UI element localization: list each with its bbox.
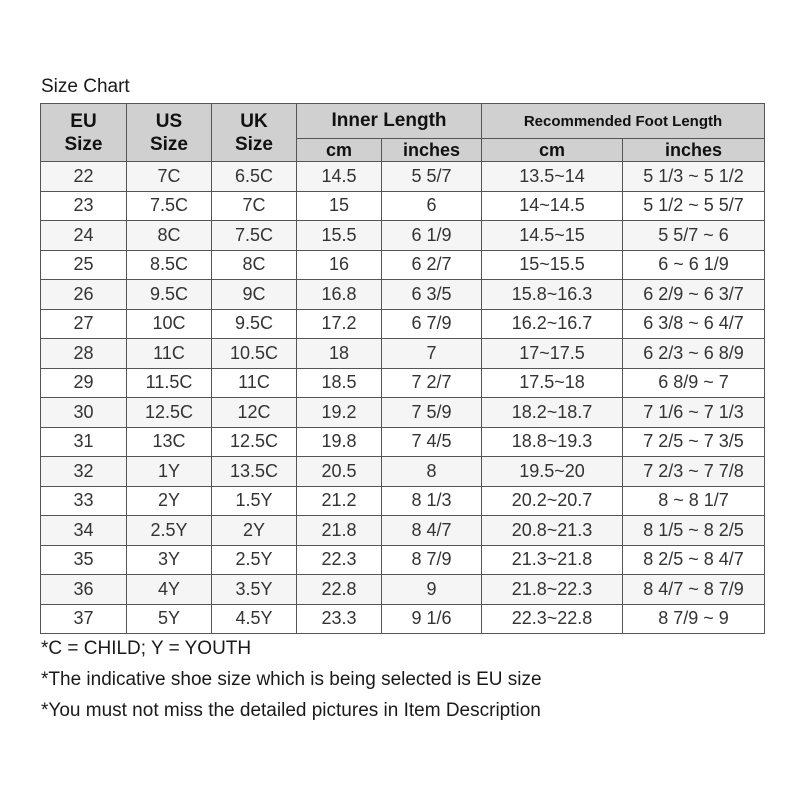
us-size-cell: 8.5C (127, 250, 212, 280)
inner-length-inches-cell: 9 1/6 (382, 604, 482, 634)
inner-length-inches-cell: 7 4/5 (382, 427, 482, 457)
table-row (41, 486, 765, 516)
inner-length-inches-cell: 8 7/9 (382, 545, 482, 575)
inner-length-cm-cell: 16.8 (297, 280, 382, 310)
foot-length-inches-cell: 7 1/6 ~ 7 1/3 (623, 398, 765, 428)
uk-size-cell: 9.5C (212, 309, 297, 339)
uk-size-cell: 13.5C (212, 457, 297, 487)
us-size-header (127, 104, 212, 162)
table-row (41, 457, 765, 487)
table-row (41, 368, 765, 398)
table-row (41, 427, 765, 457)
inner-length-cm-cell: 21.8 (297, 516, 382, 546)
us-size-header-line1: US (155, 110, 183, 132)
uk-size-cell: 8C (212, 250, 297, 280)
inner-length-inches-cell: 6 2/7 (382, 250, 482, 280)
eu-size-cell: 36 (41, 575, 127, 605)
inner-length-inches-cell: 8 4/7 (382, 516, 482, 546)
us-size-cell: 7.5C (127, 191, 212, 221)
uk-size-cell: 12.5C (212, 427, 297, 457)
us-size-cell: 10C (127, 309, 212, 339)
foot-length-cm-cell: 18.2~18.7 (482, 398, 623, 428)
foot-length-cm-cell: 19.5~20 (482, 457, 623, 487)
foot-cm-header: cm (482, 139, 623, 162)
uk-size-cell: 3.5Y (212, 575, 297, 605)
foot-length-cm-cell: 18.8~19.3 (482, 427, 623, 457)
inner-length-cm-cell: 18.5 (297, 368, 382, 398)
inner-inches-header: inches (382, 139, 482, 162)
foot-length-inches-cell: 8 ~ 8 1/7 (623, 486, 765, 516)
inner-length-cm-cell: 23.3 (297, 604, 382, 634)
table-row (41, 221, 765, 251)
uk-size-header-line1: UK (240, 110, 268, 132)
inner-length-cm-cell: 21.2 (297, 486, 382, 516)
foot-length-inches-cell: 5 1/3 ~ 5 1/2 (623, 162, 765, 192)
table-row (41, 516, 765, 546)
inner-length-inches-cell: 5 5/7 (382, 162, 482, 192)
eu-size-cell: 25 (41, 250, 127, 280)
inner-length-inches-cell: 6 3/5 (382, 280, 482, 310)
uk-size-header-line2: Size (234, 133, 274, 155)
eu-size-cell: 23 (41, 191, 127, 221)
us-size-cell: 11C (127, 339, 212, 369)
inner-length-cm-cell: 15 (297, 191, 382, 221)
table-row (41, 575, 765, 605)
eu-size-cell: 37 (41, 604, 127, 634)
inner-length-inches-cell: 7 2/7 (382, 368, 482, 398)
foot-length-cm-cell: 13.5~14 (482, 162, 623, 192)
us-size-cell: 13C (127, 427, 212, 457)
inner-cm-header: cm (297, 139, 382, 162)
us-size-cell: 4Y (127, 575, 212, 605)
eu-size-cell: 34 (41, 516, 127, 546)
uk-size-cell: 4.5Y (212, 604, 297, 634)
foot-length-cm-cell: 22.3~22.8 (482, 604, 623, 634)
uk-size-header (212, 104, 297, 162)
inner-length-cm-cell: 22.3 (297, 545, 382, 575)
inner-length-cm-cell: 18 (297, 339, 382, 369)
size-table-body (41, 162, 765, 634)
inner-length-inches-cell: 9 (382, 575, 482, 605)
uk-size-cell: 6.5C (212, 162, 297, 192)
eu-size-cell: 32 (41, 457, 127, 487)
inner-length-cm-cell: 14.5 (297, 162, 382, 192)
table-row (41, 604, 765, 634)
us-size-cell: 9.5C (127, 280, 212, 310)
foot-length-cm-cell: 17~17.5 (482, 339, 623, 369)
foot-length-cm-cell: 17.5~18 (482, 368, 623, 398)
foot-length-inches-cell: 8 1/5 ~ 8 2/5 (623, 516, 765, 546)
foot-length-cm-cell: 15.8~16.3 (482, 280, 623, 310)
size-chart-table (40, 103, 765, 634)
table-row (41, 162, 765, 192)
inner-length-inches-cell: 7 (382, 339, 482, 369)
notes-section (41, 637, 542, 730)
foot-length-cm-cell: 14.5~15 (482, 221, 623, 251)
us-size-cell: 7C (127, 162, 212, 192)
eu-size-cell: 31 (41, 427, 127, 457)
inner-length-inches-cell: 6 (382, 191, 482, 221)
note-eu-size: *The indicative shoe size which is being selected is EU size (41, 669, 542, 690)
us-size-cell: 5Y (127, 604, 212, 634)
us-size-cell: 2.5Y (127, 516, 212, 546)
note-size-legend: *C = CHILD; Y = YOUTH (41, 638, 252, 659)
eu-size-cell: 24 (41, 221, 127, 251)
eu-size-header-line2: Size (64, 133, 103, 155)
table-row (41, 545, 765, 575)
foot-length-inches-cell: 7 2/3 ~ 7 7/8 (623, 457, 765, 487)
us-size-cell: 3Y (127, 545, 212, 575)
foot-length-inches-cell: 5 1/2 ~ 5 5/7 (623, 191, 765, 221)
inner-length-cm-cell: 17.2 (297, 309, 382, 339)
us-size-header-line2: Size (149, 133, 189, 155)
inner-length-inches-cell: 6 7/9 (382, 309, 482, 339)
eu-size-cell: 33 (41, 486, 127, 516)
uk-size-cell: 7.5C (212, 221, 297, 251)
us-size-cell: 11.5C (127, 368, 212, 398)
uk-size-cell: 2Y (212, 516, 297, 546)
inner-length-header: Inner Length (297, 104, 482, 139)
us-size-cell: 2Y (127, 486, 212, 516)
table-row (41, 280, 765, 310)
eu-size-cell: 22 (41, 162, 127, 192)
us-size-cell: 8C (127, 221, 212, 251)
uk-size-cell: 11C (212, 368, 297, 398)
eu-size-header (41, 104, 127, 162)
inner-length-cm-cell: 22.8 (297, 575, 382, 605)
foot-length-cm-cell: 15~15.5 (482, 250, 623, 280)
foot-length-inches-cell: 6 ~ 6 1/9 (623, 250, 765, 280)
eu-size-cell: 30 (41, 398, 127, 428)
inner-length-inches-cell: 8 1/3 (382, 486, 482, 516)
foot-length-inches-cell: 8 2/5 ~ 8 4/7 (623, 545, 765, 575)
foot-length-cm-cell: 20.8~21.3 (482, 516, 623, 546)
eu-size-cell: 29 (41, 368, 127, 398)
inner-length-inches-cell: 6 1/9 (382, 221, 482, 251)
foot-inches-header: inches (623, 139, 765, 162)
us-size-cell: 1Y (127, 457, 212, 487)
foot-length-cm-cell: 21.3~21.8 (482, 545, 623, 575)
inner-length-cm-cell: 19.2 (297, 398, 382, 428)
foot-length-inches-cell: 6 2/3 ~ 6 8/9 (623, 339, 765, 369)
eu-size-cell: 27 (41, 309, 127, 339)
eu-size-cell: 26 (41, 280, 127, 310)
foot-length-inches-cell: 6 2/9 ~ 6 3/7 (623, 280, 765, 310)
note-item-description: *You must not miss the detailed pictures in Item Description (41, 700, 541, 721)
eu-size-cell: 35 (41, 545, 127, 575)
header-row-top (41, 104, 765, 139)
eu-size-cell: 28 (41, 339, 127, 369)
uk-size-cell: 7C (212, 191, 297, 221)
inner-length-inches-cell: 7 5/9 (382, 398, 482, 428)
page-title: Size Chart (41, 76, 130, 97)
foot-length-inches-cell: 8 4/7 ~ 8 7/9 (623, 575, 765, 605)
uk-size-cell: 10.5C (212, 339, 297, 369)
foot-length-inches-cell: 5 5/7 ~ 6 (623, 221, 765, 251)
foot-length-inches-cell: 6 3/8 ~ 6 4/7 (623, 309, 765, 339)
eu-size-header-line1: EU (70, 110, 97, 132)
foot-length-cm-cell: 21.8~22.3 (482, 575, 623, 605)
foot-length-cm-cell: 14~14.5 (482, 191, 623, 221)
inner-length-cm-cell: 16 (297, 250, 382, 280)
uk-size-cell: 9C (212, 280, 297, 310)
table-row (41, 398, 765, 428)
uk-size-cell: 2.5Y (212, 545, 297, 575)
foot-length-inches-cell: 7 2/5 ~ 7 3/5 (623, 427, 765, 457)
us-size-cell: 12.5C (127, 398, 212, 428)
uk-size-cell: 1.5Y (212, 486, 297, 516)
foot-length-inches-cell: 6 8/9 ~ 7 (623, 368, 765, 398)
table-row (41, 250, 765, 280)
recommended-foot-length-header: Recommended Foot Length (482, 104, 765, 139)
foot-length-cm-cell: 20.2~20.7 (482, 486, 623, 516)
inner-length-inches-cell: 8 (382, 457, 482, 487)
table-row (41, 191, 765, 221)
table-row (41, 309, 765, 339)
uk-size-cell: 12C (212, 398, 297, 428)
table-row (41, 339, 765, 369)
foot-length-cm-cell: 16.2~16.7 (482, 309, 623, 339)
inner-length-cm-cell: 19.8 (297, 427, 382, 457)
inner-length-cm-cell: 15.5 (297, 221, 382, 251)
foot-length-inches-cell: 8 7/9 ~ 9 (623, 604, 765, 634)
inner-length-cm-cell: 20.5 (297, 457, 382, 487)
